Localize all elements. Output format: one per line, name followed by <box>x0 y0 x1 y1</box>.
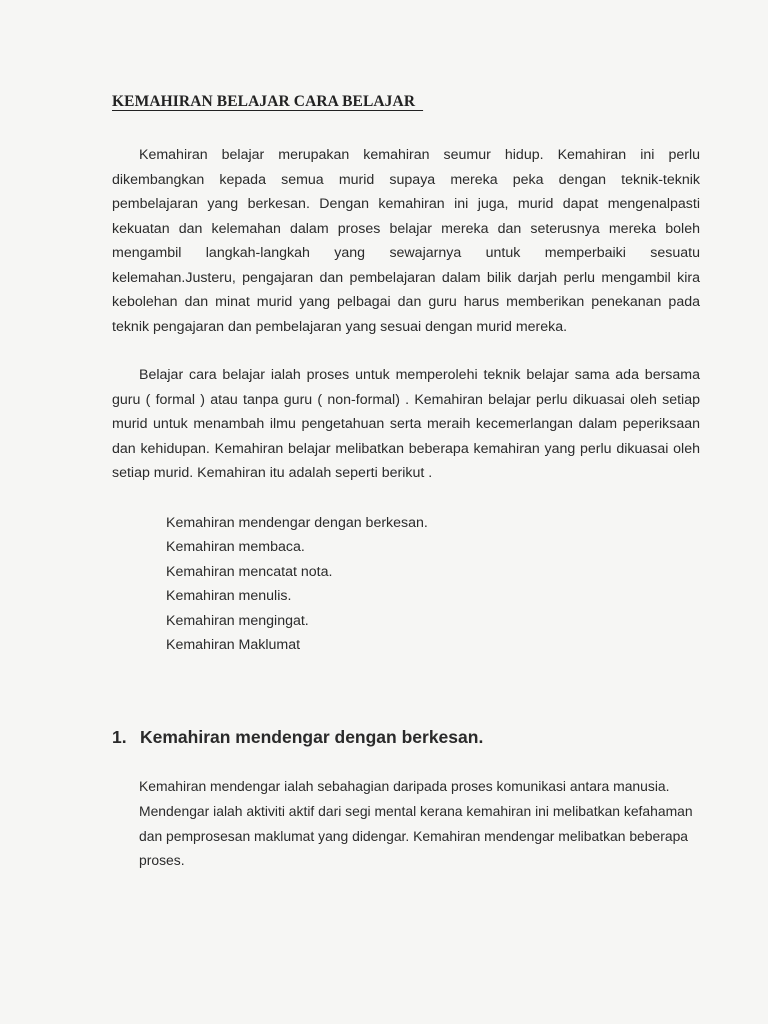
section-paragraph-line: dan pemprosesan maklumat yang didengar. Kemahiran mendengar melibatkan beberapa <box>139 827 689 844</box>
list-item: Kemahiran mencatat nota. <box>166 563 333 580</box>
section-paragraph <box>139 774 699 873</box>
section-heading-text: Kemahiran mendengar dengan berkesan. <box>140 727 484 747</box>
skills-list <box>166 511 428 657</box>
section-paragraph-line: proses. <box>139 852 185 869</box>
section-paragraph-line: Mendengar ialah aktiviti aktif dari segi mental kerana kemahiran ini melibatkan kefahaman <box>139 802 693 819</box>
list-item: Kemahiran mengingat. <box>166 612 309 629</box>
definition-paragraph <box>112 363 700 486</box>
list-item: Kemahiran mendengar dengan berkesan. <box>166 515 428 531</box>
list-item: Kemahiran membaca. <box>166 539 305 556</box>
definition-paragraph-text: Belajar cara belajar ialah proses untuk memperolehi teknik belajar sama ada bersama guru ( formal ) atau tanpa guru ( non-formal) . Kemahiran belajar perlu dikuasai oleh setiap murid untuk menambah ilmu pengetahuan serta meraih kecemerlangan dalam peperiksaan dan kehidupan. Kemahiran belajar melibatkan beberapa kemahiran yang perlu dikuasai oleh setiap murid. Kemahiran itu adalah seperti berikut . <box>112 367 700 481</box>
section-heading <box>112 727 483 748</box>
section-number: 1. <box>112 727 127 747</box>
intro-paragraph-text: Kemahiran belajar merupakan kemahiran seumur hidup. Kemahiran ini perlu dikembangkan kepada semua murid supaya mereka peka dengan teknik-teknik pembelajaran yang berkesan. Dengan kemahiran ini juga, murid dapat mengenalpasti kekuatan dan kelemahan dalam proses belajar mereka dan seterusnya mereka boleh mengambil langkah-langkah yang sewajarnya untuk memperbaiki sesuatu kelemahan.Justeru, pengajaran dan pembelajaran dalam bilik darjah perlu mengambil kira kebolehan dan minat murid yang pelbagai dan guru harus memberikan penekanan pada teknik pengajaran dan pembelajaran yang sesuai dengan murid mereka. <box>112 147 700 335</box>
document-title: KEMAHIRAN BELAJAR CARA BELAJAR <box>112 93 424 110</box>
list-item: Kemahiran menulis. <box>166 588 292 605</box>
list-item: Kemahiran Maklumat <box>166 637 301 654</box>
intro-paragraph <box>112 143 700 339</box>
section-paragraph-line: Kemahiran mendengar ialah sebahagian daripada proses komunikasi antara manusia. <box>139 778 670 794</box>
